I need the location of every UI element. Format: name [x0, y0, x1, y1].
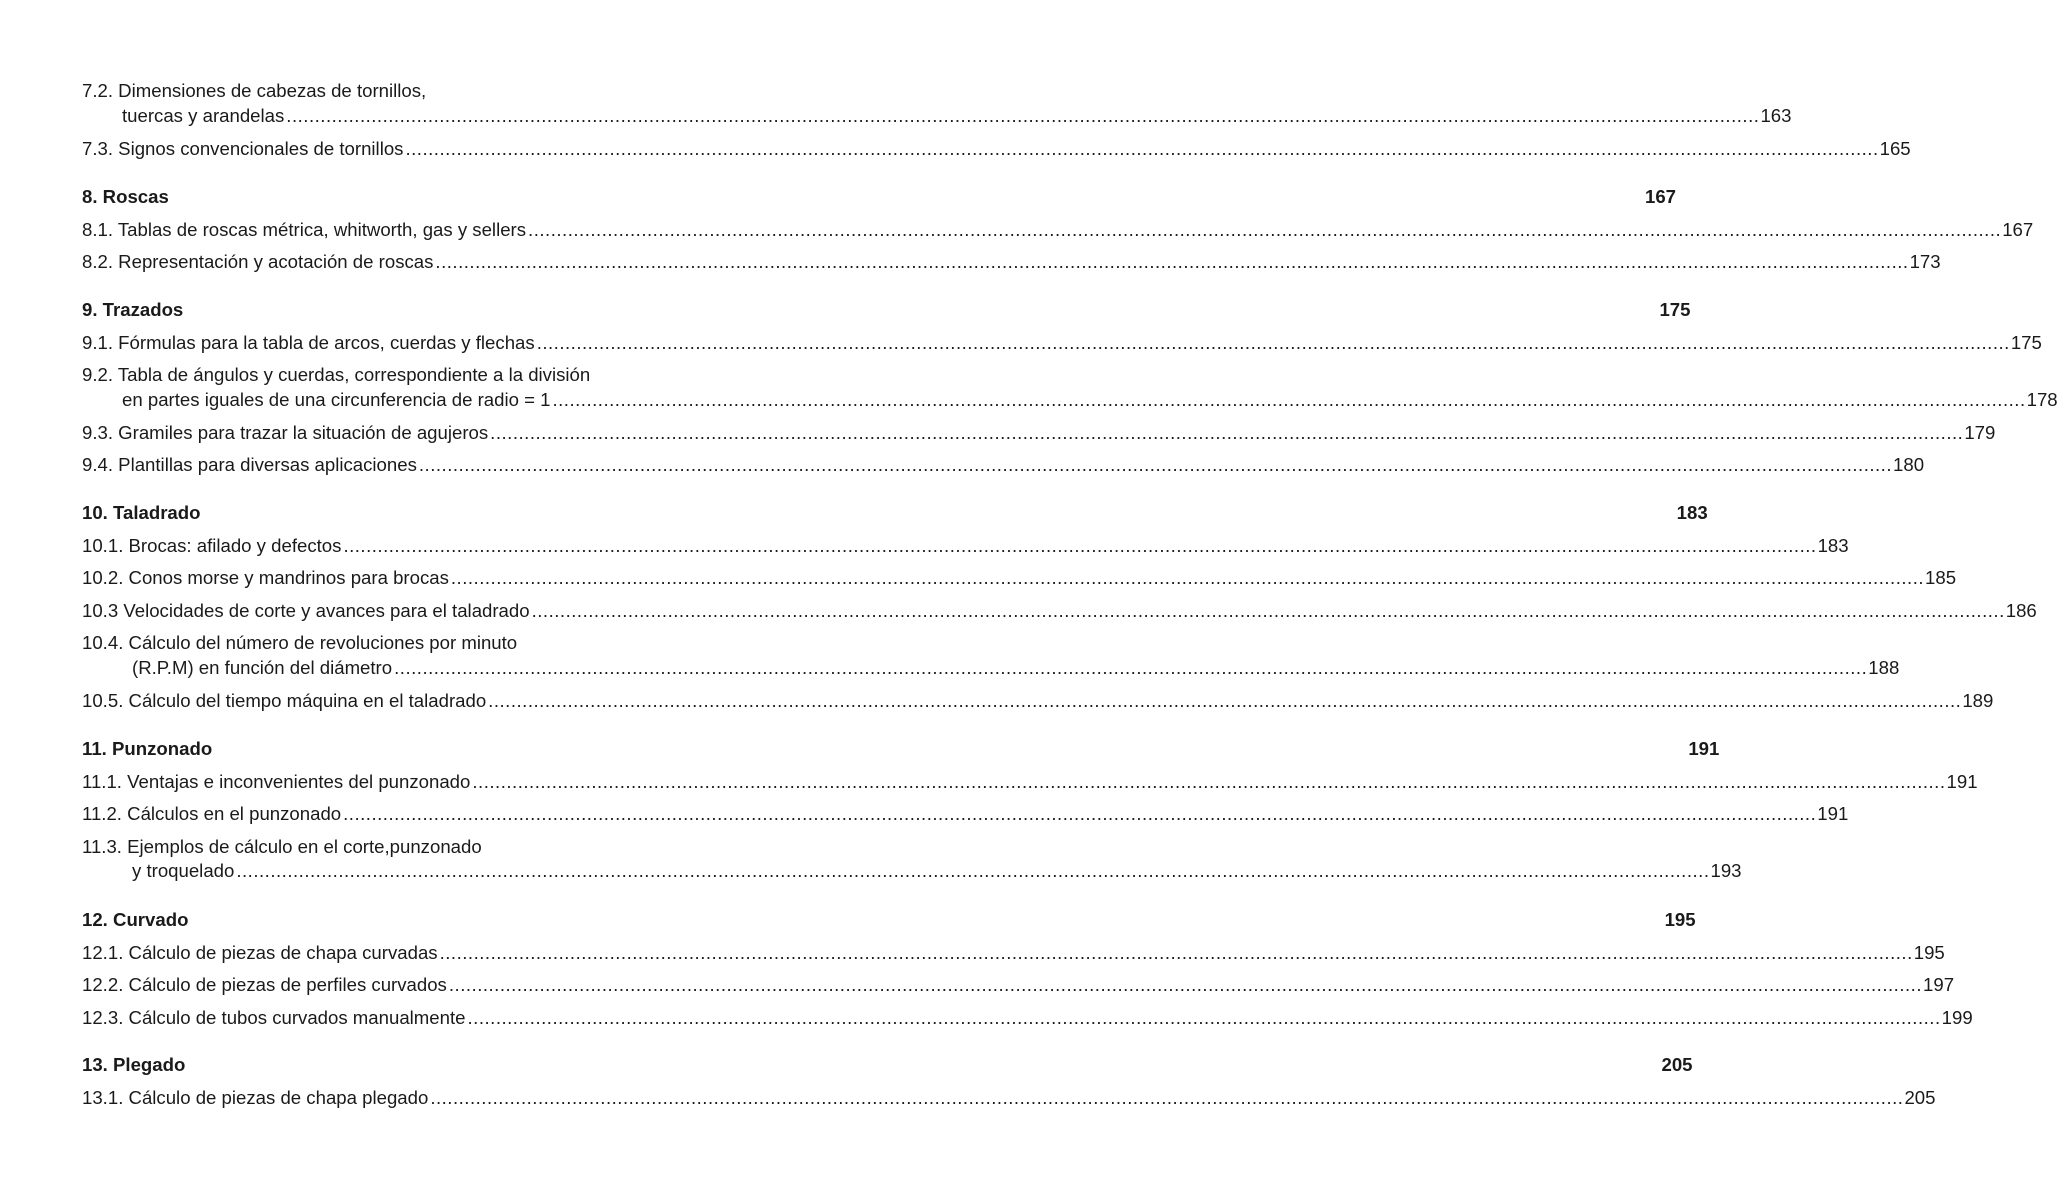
toc-page-number: 188: [1868, 656, 1900, 678]
toc-entry-title: 9.3. Gramiles para trazar la situación de agujeros: [82, 421, 489, 443]
toc-chapter-heading[interactable]: [82, 297, 1691, 323]
toc-entry-title: 10.3 Velocidades de corte y avances para el taladrado: [82, 599, 530, 621]
toc-entry[interactable]: [82, 249, 1941, 275]
toc-entry[interactable]: [82, 655, 1900, 681]
toc-entry-first-line: 11.3. Ejemplos de cálculo en el corte,punzonado: [82, 835, 482, 857]
toc-page-number: 175: [1659, 299, 1691, 320]
toc-page-number: 180: [1893, 454, 1925, 475]
toc-chapter-heading[interactable]: [82, 500, 1708, 526]
toc-entry-title: (R.P.M) en función del diámetro: [132, 656, 393, 678]
toc-page-number: 186: [2005, 599, 2037, 621]
toc-entry-title: 9.1. Fórmulas para la tabla de arcos, cuerdas y flechas: [82, 331, 535, 353]
toc-entry[interactable]: [82, 598, 2037, 624]
toc-entry-title: en partes iguales de una circunferencia de radio = 1: [122, 388, 551, 410]
toc-page-number: 183: [1676, 502, 1708, 523]
toc-entry[interactable]: [82, 330, 2042, 356]
toc-chapter-heading[interactable]: [82, 1052, 1693, 1078]
toc-chapter-heading[interactable]: [82, 907, 1696, 933]
toc-entry-title: 8.2. Representación y acotación de roscas: [82, 251, 434, 272]
toc-entry-title: 10.1. Brocas: afilado y defectos: [82, 534, 342, 556]
toc-dot-leader: ....................................................................................................................................................................................................................................................................: [236, 860, 1710, 881]
toc-entry-title: 12.3. Cálculo de tubos curvados manualmente: [82, 1006, 466, 1028]
toc-entry-title: 8.1. Tablas de roscas métrica, whitworth, gas y sellers: [82, 218, 527, 240]
toc-entry[interactable]: [82, 769, 1978, 795]
toc-dot-leader: ....................................................................................................................................................................................................................................................................: [528, 218, 2002, 240]
toc-dot-leader: ....................................................................................................................................................................................................................................................................: [472, 770, 1946, 792]
toc-dot-leader: ....................................................................................................................................................................................................................................................................: [531, 599, 2005, 621]
toc-entry[interactable]: [82, 217, 2034, 243]
toc-page-number: 191: [1817, 803, 1849, 824]
toc-page-number: 173: [1909, 251, 1941, 272]
toc-dot-leader: ....................................................................................................................................................................................................................................................................: [343, 534, 1817, 556]
toc-chapter-heading[interactable]: [82, 184, 1677, 210]
toc-page-number: 205: [1904, 1086, 1936, 1108]
toc-entry-title: 9. Trazados: [82, 299, 184, 320]
toc-entry-title: 10.2. Conos morse y mandrinos para brocas: [82, 567, 449, 588]
toc-entry-title: 8. Roscas: [82, 186, 169, 207]
toc-page-number: 179: [1964, 421, 1996, 443]
toc-dot-leader: ....................................................................................................................................................................................................................................................................: [488, 689, 1962, 711]
toc-dot-leader: ....................................................................................................................................................................................................................................................................: [435, 251, 1909, 272]
toc-page-number: 205: [1661, 1054, 1693, 1075]
toc-entry-title: 9.4. Plantillas para diversas aplicaciones: [82, 454, 417, 475]
toc-entry-first-line: 9.2. Tabla de ángulos y cuerdas, correspondiente a la división: [82, 364, 591, 385]
toc-entry[interactable]: [82, 1085, 1936, 1111]
toc-entry-title: 7.3. Signos convencionales de tornillos: [82, 137, 404, 159]
toc-page-number: 163: [1760, 104, 1792, 126]
toc-entry[interactable]: [82, 533, 1849, 559]
toc-entry-title: 12.2. Cálculo de piezas de perfiles curvados: [82, 974, 447, 995]
toc-dot-leader: ....................................................................................................................................................................................................................................................................: [536, 331, 2010, 353]
toc-entry[interactable]: [82, 103, 1792, 129]
toc-page-number: 193: [1710, 860, 1742, 881]
toc-entry[interactable]: [82, 387, 2058, 413]
toc-entry-title: 12. Curvado: [82, 909, 189, 930]
toc-page-number: 175: [2010, 331, 2042, 353]
toc-dot-leader: ....................................................................................................................................................................................................................................................................: [394, 656, 1868, 678]
toc-dot-leader: ....................................................................................................................................................................................................................................................................: [448, 974, 1923, 995]
toc-entry-title: tuercas y arandelas: [122, 104, 285, 126]
toc-entry[interactable]: [82, 688, 1994, 714]
toc-page-number: 167: [1644, 186, 1677, 207]
toc-entry[interactable]: [82, 565, 1957, 591]
toc-page-number: 178: [2026, 388, 2058, 410]
toc-dot-leader: ....................................................................................................................................................................................................................................................................: [418, 454, 1893, 475]
toc-page-number: 191: [1946, 770, 1978, 792]
toc-page-number: 195: [1913, 941, 1945, 963]
toc-page-number: 189: [1962, 689, 1994, 711]
toc-entry[interactable]: [82, 452, 1925, 478]
toc-page-number: 183: [1817, 534, 1849, 556]
toc-entry[interactable]: [82, 940, 1945, 966]
toc-dot-leader: ....................................................................................................................................................................................................................................................................: [405, 137, 1879, 159]
toc-page-number: 191: [1688, 738, 1720, 759]
toc-entry[interactable]: [82, 420, 1996, 446]
toc-entry-first-line: 10.4. Cálculo del número de revoluciones por minuto: [82, 632, 518, 653]
toc-entry-title: y troquelado: [132, 860, 235, 881]
toc-entry-first-line: 7.2. Dimensiones de cabezas de tornillos,: [82, 80, 427, 101]
toc-dot-leader: ....................................................................................................................................................................................................................................................................: [343, 803, 1817, 824]
toc-dot-leader: ....................................................................................................................................................................................................................................................................: [552, 388, 2026, 410]
toc-entry-title: 13. Plegado: [82, 1054, 186, 1075]
toc-dot-leader: ....................................................................................................................................................................................................................................................................: [430, 1086, 1904, 1108]
toc-page-number: 195: [1664, 909, 1696, 930]
toc-chapter-heading[interactable]: [82, 736, 1720, 762]
toc-entry[interactable]: [82, 1005, 1973, 1031]
toc-page-number: 165: [1879, 137, 1911, 159]
toc-entry-title: 10. Taladrado: [82, 502, 201, 523]
toc-dot-leader: ....................................................................................................................................................................................................................................................................: [467, 1006, 1941, 1028]
toc-entry-title: 11.1. Ventajas e inconvenientes del punzonado: [82, 770, 471, 792]
toc-entry-title: 10.5. Cálculo del tiempo máquina en el taladrado: [82, 689, 487, 711]
toc-entry[interactable]: [82, 972, 1955, 998]
toc-entry-title: 11.2. Cálculos en el punzonado: [82, 803, 342, 824]
toc-entry[interactable]: [82, 858, 1742, 884]
toc-page-number: 199: [1941, 1006, 1973, 1028]
toc-dot-leader: ....................................................................................................................................................................................................................................................................: [490, 421, 1964, 443]
toc-entry-title: 11. Punzonado: [82, 738, 213, 759]
toc-page-number: 167: [2002, 218, 2034, 240]
toc-page-number: 185: [1925, 567, 1957, 588]
toc-entry[interactable]: [82, 136, 1911, 162]
toc-dot-leader: ....................................................................................................................................................................................................................................................................: [439, 941, 1913, 963]
toc-dot-leader: ....................................................................................................................................................................................................................................................................: [286, 104, 1760, 126]
toc-dot-leader: ....................................................................................................................................................................................................................................................................: [450, 567, 1925, 588]
toc-entry[interactable]: [82, 801, 1849, 827]
toc-entry-title: 13.1. Cálculo de piezas de chapa plegado: [82, 1086, 429, 1108]
toc-entry-title: 12.1. Cálculo de piezas de chapa curvadas: [82, 941, 438, 963]
toc-page-number: 197: [1923, 974, 1955, 995]
